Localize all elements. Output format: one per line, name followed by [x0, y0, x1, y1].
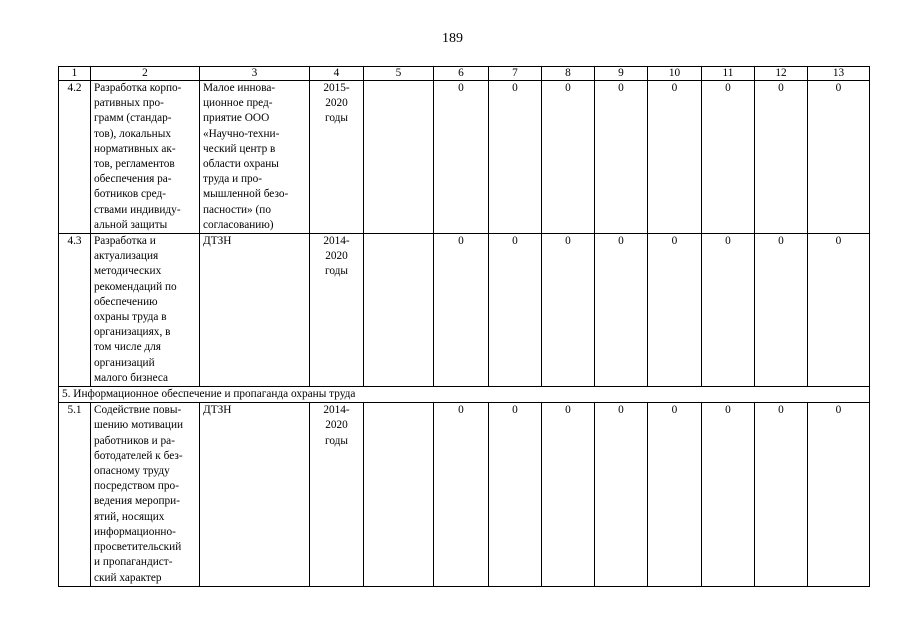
column-5-cell	[364, 234, 434, 387]
value-cell: 0	[542, 81, 595, 234]
activity-name-line: малого бизнеса	[94, 371, 169, 384]
activity-name-line: Разработка и	[94, 235, 156, 248]
value-cell: 0	[434, 234, 489, 387]
row-number: 5.1	[59, 403, 91, 586]
activity-name-line: методических	[94, 265, 162, 278]
value-cell: 0	[648, 403, 702, 586]
section-title: 5. Информационное обеспечение и пропаганда охраны труда	[59, 387, 870, 403]
activity-name-line: альной защиты	[94, 218, 168, 231]
header-cell: 10	[648, 67, 702, 81]
executor	[200, 81, 310, 234]
executor-line: «Научно-техни-	[203, 127, 280, 140]
row-number: 4.2	[59, 81, 91, 234]
value-cell: 0	[648, 234, 702, 387]
activity-name-line: ботодателей к без-	[94, 449, 183, 462]
header-cell: 6	[434, 67, 489, 81]
table-row	[59, 403, 870, 586]
executor-line: приятие ООО	[203, 112, 270, 125]
period-line: годы	[324, 112, 348, 125]
period-line: 2020	[325, 250, 348, 263]
value-cell: 0	[808, 81, 870, 234]
activity-name-line: ствами индивиду-	[94, 203, 181, 216]
activity-name-line: ведения меропри-	[94, 495, 180, 508]
header-cell: 7	[489, 67, 542, 81]
executor-line: ческий центр в	[203, 142, 276, 155]
value-cell: 0	[595, 403, 648, 586]
value-cell: 0	[595, 81, 648, 234]
value-cell: 0	[648, 81, 702, 234]
value-cell: 0	[542, 234, 595, 387]
activity-name-line: посредством про-	[94, 480, 179, 493]
activity-name-line: охраны труда в	[94, 311, 167, 324]
table-row	[59, 234, 870, 387]
executor-line: области охраны	[203, 158, 279, 171]
activity-name-line: тов), локальных	[94, 127, 171, 140]
executor	[200, 403, 310, 586]
activity-name-line: ботников сред-	[94, 188, 167, 201]
value-cell: 0	[489, 234, 542, 387]
value-cell: 0	[595, 234, 648, 387]
header-cell: 1	[59, 67, 91, 81]
activity-name-line: организаций	[94, 356, 155, 369]
value-cell: 0	[434, 403, 489, 586]
activity-name-line: обеспечения ра-	[94, 173, 172, 186]
period-line: 2015-	[323, 82, 350, 94]
period-line: 2020	[325, 97, 348, 110]
value-cell: 0	[808, 403, 870, 586]
value-cell: 0	[489, 81, 542, 234]
executor-line: согласованию)	[203, 218, 274, 231]
value-cell: 0	[542, 403, 595, 586]
value-cell: 0	[489, 403, 542, 586]
table-row	[59, 81, 870, 234]
activity-name	[91, 234, 200, 387]
period-line: годы	[324, 265, 348, 278]
executor-line: мышленной безо-	[203, 188, 289, 201]
executor-line: пасности» (по	[203, 203, 271, 216]
executor-line: ДТЗН	[203, 235, 232, 248]
header-cell: 13	[808, 67, 870, 81]
period	[310, 234, 364, 387]
header-cell: 5	[364, 67, 434, 81]
activity-name-line: ративных про-	[94, 97, 164, 110]
header-cell: 2	[91, 67, 200, 81]
activity-name-line: обеспечению	[94, 295, 158, 308]
value-cell: 0	[702, 81, 755, 234]
column-5-cell	[364, 81, 434, 234]
activity-name-line: работников и ра-	[94, 434, 175, 447]
activity-name-line: рекомендаций по	[94, 280, 177, 293]
activity-name-line: и пропагандист-	[94, 556, 173, 569]
activity-name-line: том числе для	[94, 341, 161, 354]
header-cell: 4	[310, 67, 364, 81]
period-line: 2014-	[323, 235, 350, 248]
header-cell: 8	[542, 67, 595, 81]
period	[310, 403, 364, 586]
activities-table	[58, 66, 870, 587]
activity-name-line: ятий, носящих	[94, 510, 165, 523]
header-row	[59, 67, 870, 81]
activity-name-line: нормативных ак-	[94, 142, 176, 155]
value-cell: 0	[755, 81, 808, 234]
period	[310, 81, 364, 234]
value-cell: 0	[702, 234, 755, 387]
executor-line: ДТЗН	[203, 404, 232, 417]
period-line: 2020	[325, 419, 348, 432]
activity-name-line: тов, регламентов	[94, 158, 175, 171]
period-line: 2014-	[323, 404, 350, 417]
value-cell: 0	[702, 403, 755, 586]
activity-name-line: ский характер	[94, 571, 162, 584]
value-cell: 0	[434, 81, 489, 234]
activity-name-line: просветительский	[94, 541, 182, 554]
executor-line: Малое иннова-	[203, 82, 276, 94]
activity-name	[91, 403, 200, 586]
activity-name-line: грамм (стандар-	[94, 112, 172, 125]
activity-name-line: Содействие повы-	[94, 404, 182, 417]
header-cell: 9	[595, 67, 648, 81]
activity-name-line: информационно-	[94, 525, 176, 538]
row-number: 4.3	[59, 234, 91, 387]
executor	[200, 234, 310, 387]
header-cell: 11	[702, 67, 755, 81]
header-cell: 12	[755, 67, 808, 81]
activity-name-line: организациях, в	[94, 326, 171, 339]
page-number: 189	[442, 31, 463, 46]
column-5-cell	[364, 403, 434, 586]
executor-line: ционное пред-	[203, 97, 273, 110]
section-row	[59, 387, 870, 403]
value-cell: 0	[808, 234, 870, 387]
activity-name-line: опасному труду	[94, 465, 170, 478]
executor-line: труда и про-	[203, 173, 263, 186]
value-cell: 0	[755, 403, 808, 586]
activity-name-line: Разработка корпо-	[94, 82, 182, 94]
header-cell: 3	[200, 67, 310, 81]
activity-name-line: шению мотивации	[94, 419, 184, 432]
activity-name-line: актуализация	[94, 250, 159, 263]
value-cell: 0	[755, 234, 808, 387]
activity-name	[91, 81, 200, 234]
period-line: годы	[324, 434, 348, 447]
